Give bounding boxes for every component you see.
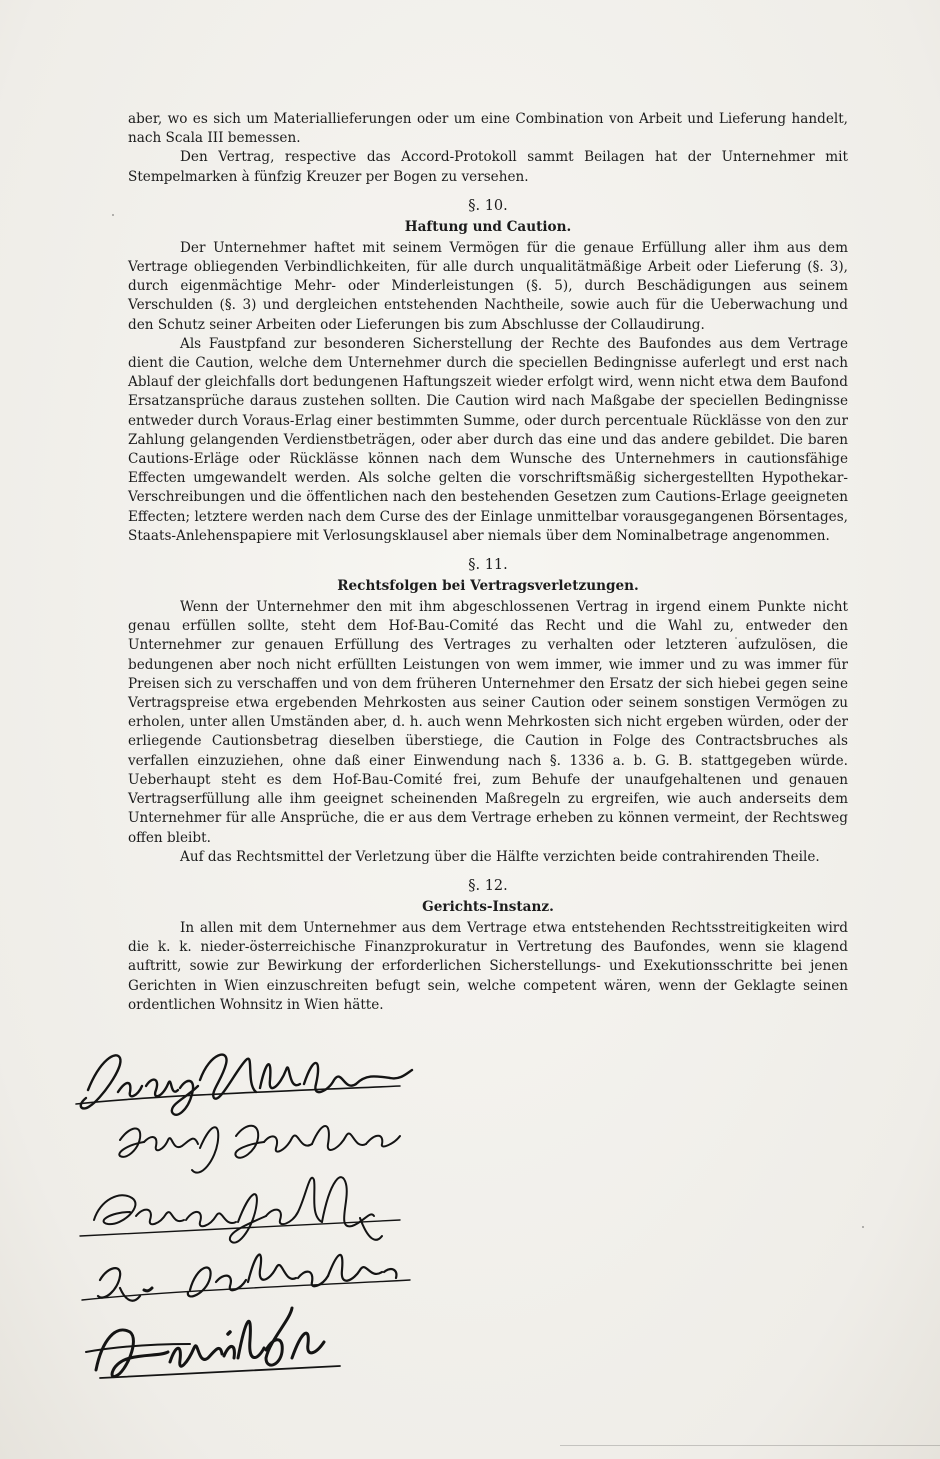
page-edge-line [560,1445,940,1446]
paper-speck [735,637,737,639]
section-12-number: §. 12. [468,877,508,894]
signature-5 [86,1308,340,1378]
signature-4 [82,1255,410,1301]
intro-paragraph-1: aber, wo es sich um Materiallieferungen oder um eine Combination von Arbeit und Lieferung handelt, nach Scala III bemessen. [128,111,848,147]
signatures-drawing [60,1040,460,1400]
signature-1 [76,1055,412,1115]
signature-block [60,1040,460,1400]
section-10-number: §. 10. [468,197,508,214]
paper-speck [862,1226,864,1228]
section-12-title: Gerichts-Instanz. [422,898,554,915]
section-10-paragraph-2: Als Faustpfand zur besonderen Sicherstellung der Rechte des Baufondes aus dem Vertrage dient die Caution, welche dem Unternehmer durch die speciellen Bedingnisse auferlegt und erst nach Ablauf der gleichfalls dort bedungenen Haftungszeit wieder erfolgt wird, wenn nicht etwa dem Baufond Ersatzansprüche daraus zustehen sollten. Die Caution wird nach Maßgabe der speciellen Bedingnisse entweder durch Voraus-Erlag einer bestimmten Summe, oder durch percentuale Rücklässe von den zur Zahlung gelangenden Verdienstbeträgen, oder aber durch das eine und das andere gebildet. Die baren Cautions-Erläge oder Rücklässe können nach dem Wunsche des Unternehmers in cautionsfähige Effecten umgewandelt werden. Als solche gelten die vorschriftsmäßig sichergestellten Hypothekar-Verschreibungen und die öffentlichen nach den bestehenden Gesetzen zum Cautions-Erlage geeigneten Effecten; letztere werden nach dem Curse des der Einlage unmittelbar vorausgegangenen Börsentages, Staats-Anlehenspapiere mit Verlosungsklausel aber niemals über dem Nominalbetrage angenommen. [128,335,848,544]
section-10-title: Haftung und Caution. [404,218,572,235]
section-10-paragraph-1: Der Unternehmer haftet mit seinem Vermögen für die genaue Erfüllung aller ihm aus dem Vertrage obliegenden Verbindlichkeiten, für alle durch unqualitätmäßige Arbeit oder Lieferung (§. 3), durch eigenmächtige Mehr- oder Minderleistungen (§. 5), durch Beschädigungen aus seinem Verschulden (§. 3) und dergleichen entstehenden Nachtheile, sowie auch für die Ueberwachung und den Schutz seiner Arbeiten oder Lieferungen bis zum Abschlusse der Collaudirung. [128,239,848,333]
document-body [128,110,848,1015]
signature-3 [80,1177,400,1242]
section-11-paragraph-1: Wenn der Unternehmer den mit ihm abgeschlossenen Vertrag in irgend einem Punkte nicht genau erfüllen sollte, steht dem Hof-Bau-Comité das Recht und die Wahl zu, entweder den Unternehmer zur genauen Erfüllung des Vertrages zu verhalten oder letzteren aufzulösen, die bedungenen aber noch nicht erfüllten Leistungen von wem immer, wie immer und zu was immer für Preisen sich zu verschaffen und von dem früheren Unternehmer den Ersatz der sich hiebei gegen seine Vertragspreise etwa ergebenden Mehrkosten aus seiner Caution oder seinem sonstigen Vermögen zu erholen, unter allen Umständen aber, d. h. auch wenn Mehrkosten sich nicht ergeben würden, oder der erliegende Cautionsbetrag dieselben überstiege, die Caution in Folge des Contractsbruches als verfallen einzuziehen, ohne daß einer Einwendung nach §. 1336 a. b. G. B. stattgegeben würde. Ueberhaupt steht es dem Hof-Bau-Comité frei, zum Behufe der unaufgehaltenen und genauen Vertragserfüllung alle ihm geeignet scheinenden Maßregeln zu ergreifen, wie auch anderseits dem Unternehmer für alle Ansprüche, die er aus dem Vertrage erheben zu können vermeint, der Rechtsweg offen bleibt. [128,599,848,846]
section-11-number: §. 11. [468,557,508,574]
intro-paragraph-2: Den Vertrag, respective das Accord-Protokoll sammt Beilagen hat der Unternehmer mit Stempelmarken à fünfzig Kreuzer per Bogen zu versehen. [128,149,848,185]
signature-2 [119,1126,400,1173]
section-11-title: Rechtsfolgen bei Vertragsverletzungen. [337,578,639,595]
section-11-paragraph-2: Auf das Rechtsmittel der Verletzung über die Hälfte verzichten beide contrahirenden Theile. [180,848,820,865]
section-12-paragraph-1: In allen mit dem Unternehmer aus dem Vertrage etwa entstehenden Rechtsstreitigkeiten wird die k. k. nieder-österreichische Finanzprokuratur in Vertretung des Baufondes, wenn sie klagend auftritt, sowie zur Bewirkung der erforderlichen Sicherstellungs- und Exekutionsschritte bei jenen Gerichten in Wien einzuschreiten befugt sein, welche competent wären, wenn der Geklagte seinen ordentlichen Wohnsitz in Wien hätte. [128,919,848,1013]
paper-speck [112,214,114,216]
